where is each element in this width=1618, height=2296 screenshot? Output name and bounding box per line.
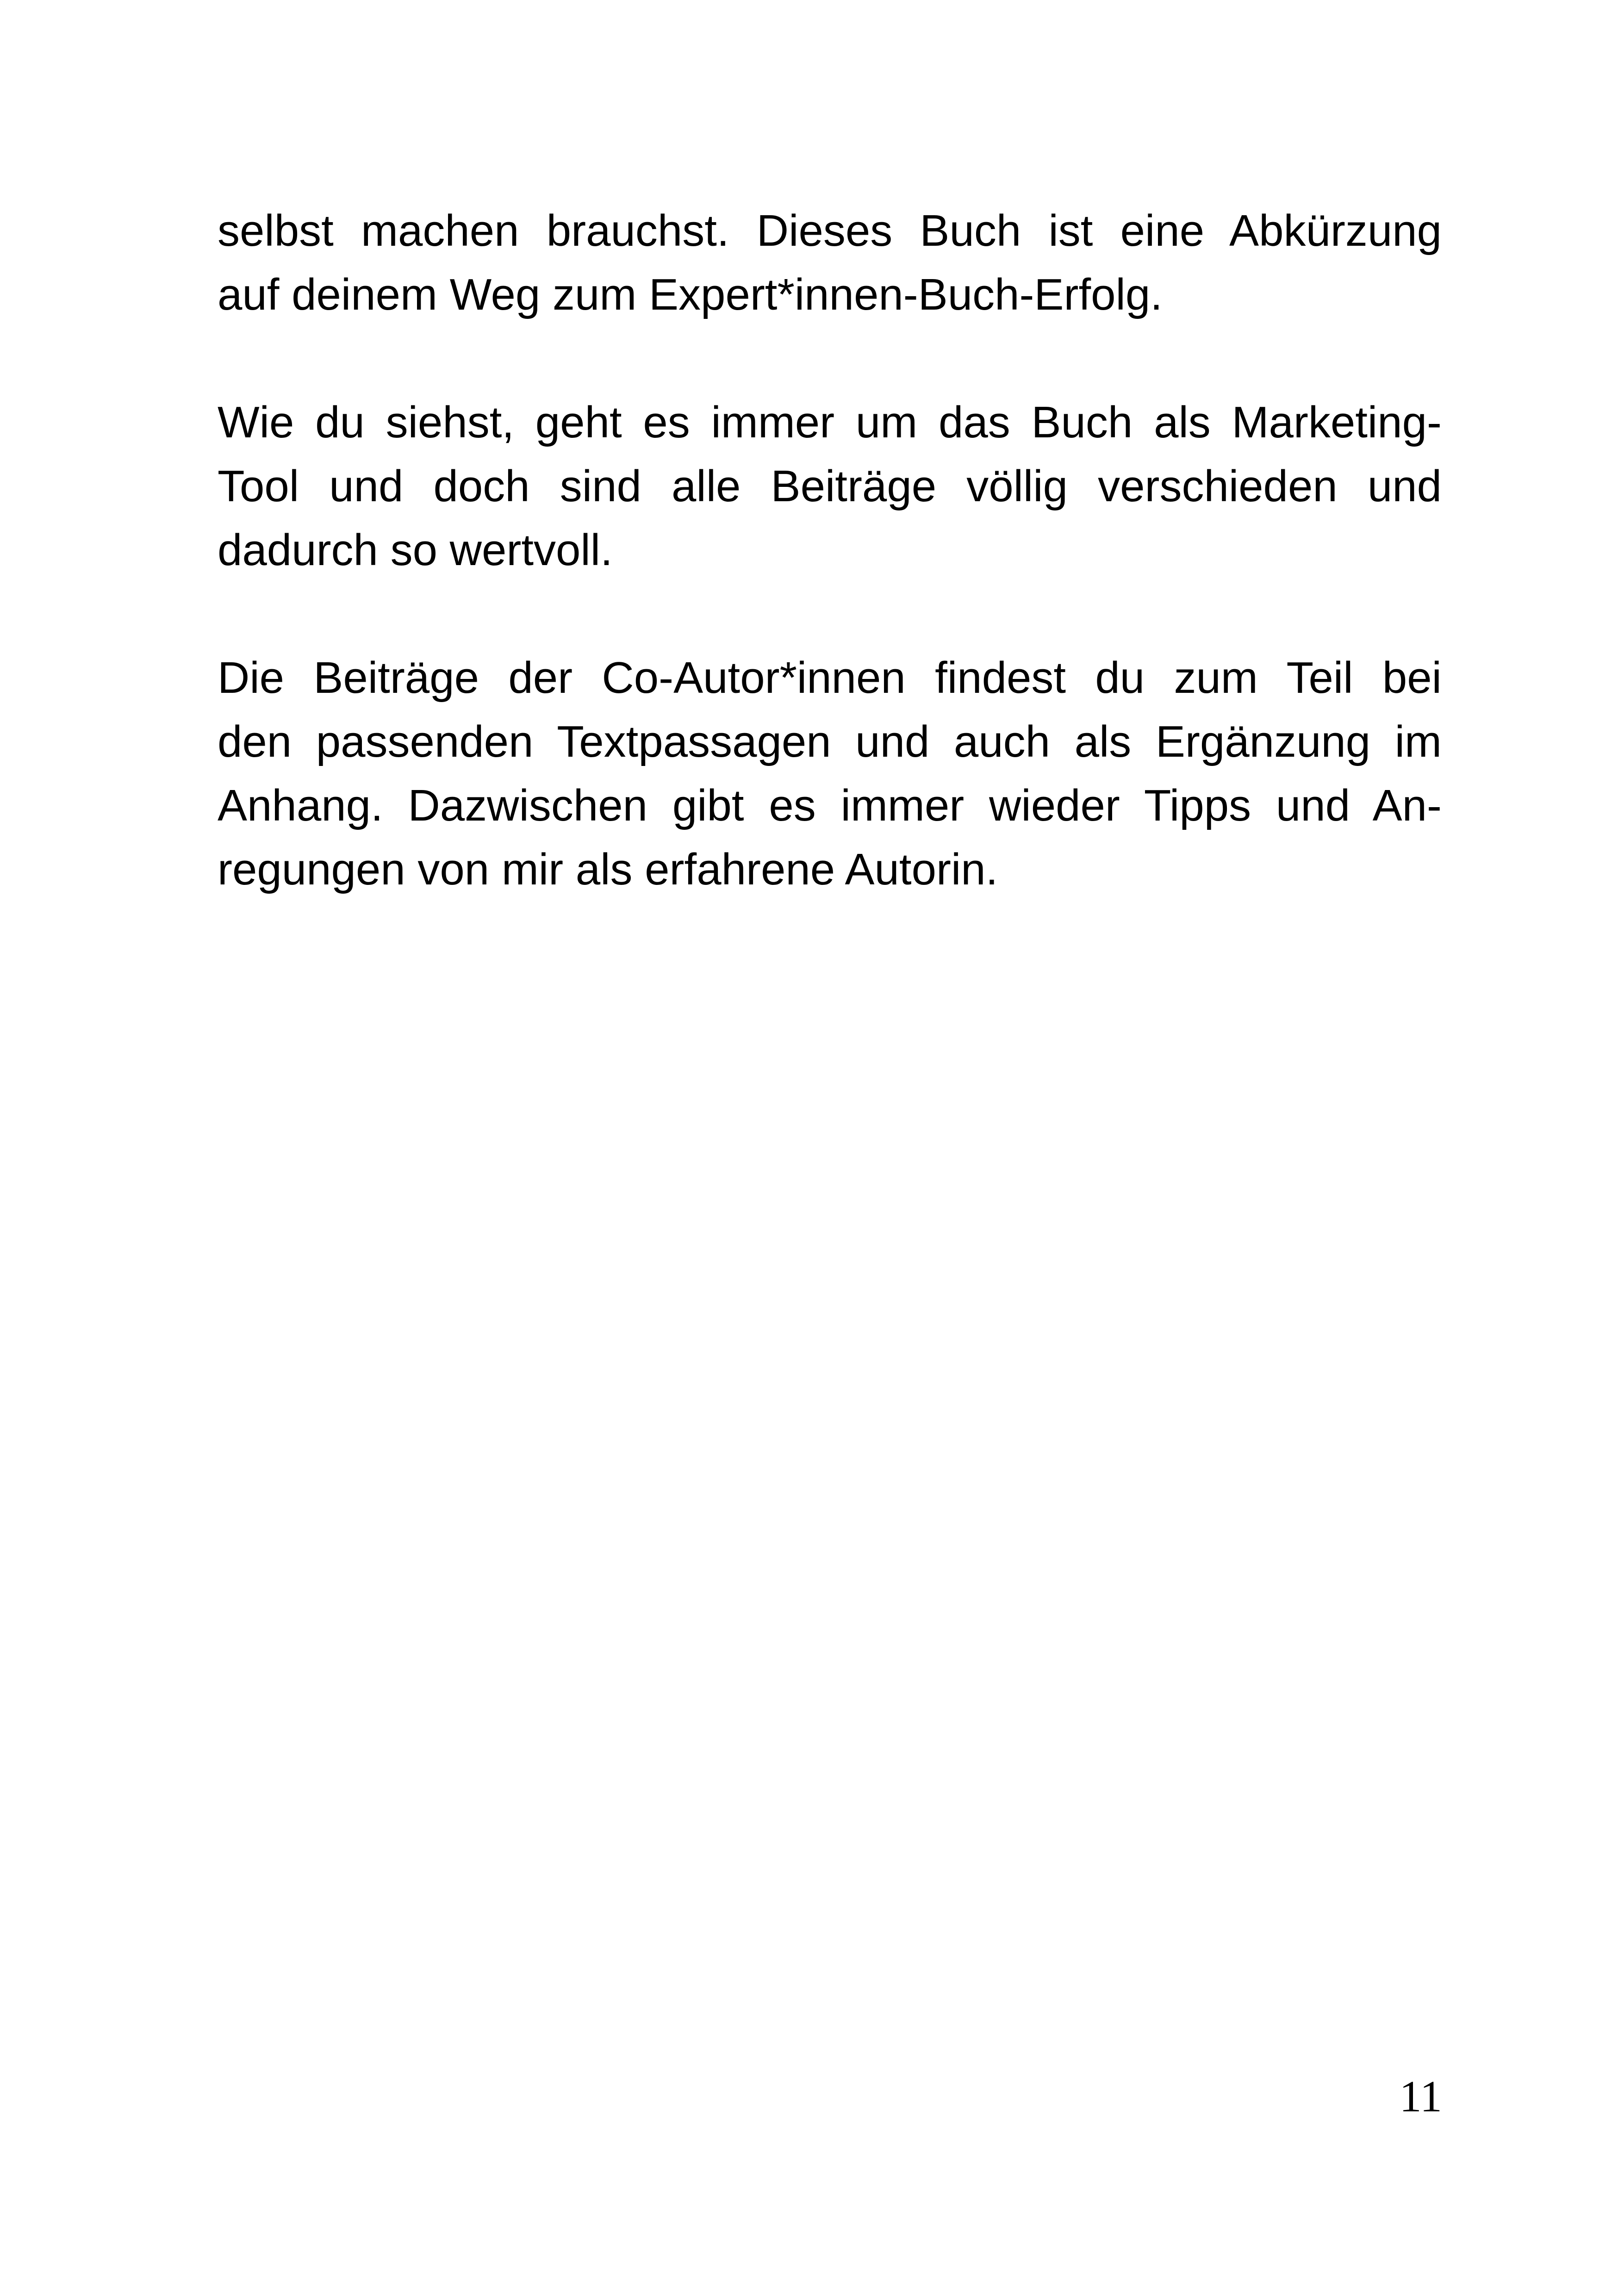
text-line: Tool und doch sind alle Beiträge völlig verschieden und xyxy=(218,461,1442,511)
paragraph-3 xyxy=(218,646,1442,902)
paragraph-1 xyxy=(218,199,1442,327)
body-text xyxy=(218,199,1442,965)
text-line: auf deinem Weg zum Expert*innen-Buch-Erfolg. xyxy=(218,270,1163,319)
text-line: Wie du siehst, geht es immer um das Buch als Marketing- xyxy=(218,398,1442,447)
paragraph-2 xyxy=(218,391,1442,582)
text-line: Anhang. Dazwischen gibt es immer wieder Tipps und An- xyxy=(218,781,1442,830)
text-line: Die Beiträge der Co-Autor*innen findest du zum Teil bei xyxy=(218,653,1442,703)
page-number: 11 xyxy=(1399,2072,1442,2121)
text-line: selbst machen brauchst. Dieses Buch ist eine Abkürzung xyxy=(218,206,1442,255)
text-line: den passenden Textpassagen und auch als Ergänzung im xyxy=(218,717,1442,766)
text-line: regungen von mir als erfahrene Autorin. xyxy=(218,845,998,894)
text-line: dadurch so wertvoll. xyxy=(218,525,613,575)
